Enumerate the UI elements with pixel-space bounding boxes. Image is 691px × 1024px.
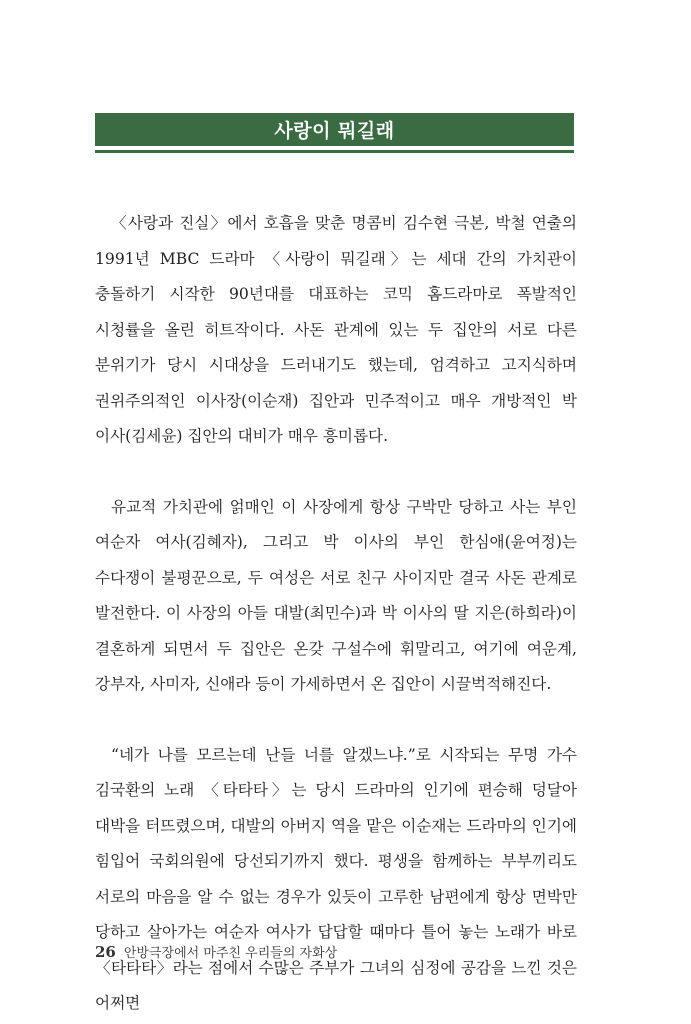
running-book-title: 안방극장에서 마주친 우리들의 자화상 xyxy=(123,946,338,961)
body-text xyxy=(95,206,577,1022)
chapter-title-bar xyxy=(95,113,574,146)
title-underline xyxy=(95,150,574,153)
chapter-title: 사랑이 뭐길래 xyxy=(274,120,395,142)
paragraph-2: 유교적 가치관에 얽매인 이 사장에게 항상 구박만 당하고 사는 부인 여순자 여사(김혜자), 그리고 박 이사의 부인 한심애(윤여정)는 수다쟁이 불평꾼으로, 두 여성은 서로 친구 사이지만 결국 사돈 관계로 발전한다. 이 사장의 아들 대발(최민수)과 박 이사의 딸 지은(하희라)이 결혼하게 되면서 두 집안은 온갖 구설수에 휘말리고, 여기에 여운계, 강부자, 사미자, 신애라 등이 가세하면서 온 집안이 시끌벅적해진다. xyxy=(95,497,577,693)
page-number: 26 xyxy=(95,943,116,961)
paragraph-1: 〈사랑과 진실〉에서 호흡을 맞춘 명콤비 김수현 극본, 박철 연출의 1991년 MBC 드라마 〈사랑이 뭐길래〉는 세대 간의 가치관이 충돌하기 시작한 90년대를 대표하는 코믹 홈드라마로 폭발적인 시청률을 올린 히트작이다. 사돈 관계에 있는 두 집안의 서로 다른 분위기가 당시 시대상을 드러내기도 했는데, 엄격하고 고지식하며 권위주의적인 이사장(이순재) 집안과 민주적이고 매우 개방적인 박 이사(김세윤) 집안의 대비가 매우 흥미롭다. xyxy=(95,214,577,445)
paragraph-3: “네가 나를 모르는데 난들 너를 알겠느냐.”로 시작되는 무명 가수 김국환의 노래 〈타타타〉는 당시 드라마의 인기에 편승해 덩달아 대박을 터뜨렸으며, 대발의 아버지 역을 맡은 이순재는 드라마의 인기에 힘입어 국회의원에 당선되기까지 했다. 평생을 함께하는 부부끼리도 서로의 마음을 알 수 없는 경우가 있듯이 고루한 남편에게 항상 면박만 당하고 살아가는 여순자 여사가 답답할 때마다 틀어 놓는 노래가 바로 〈타타타〉라는 점에서 수많은 주부가 그녀의 심정에 공감을 느낀 것은 어쩌면 xyxy=(95,745,577,1012)
page-footer xyxy=(95,942,337,961)
